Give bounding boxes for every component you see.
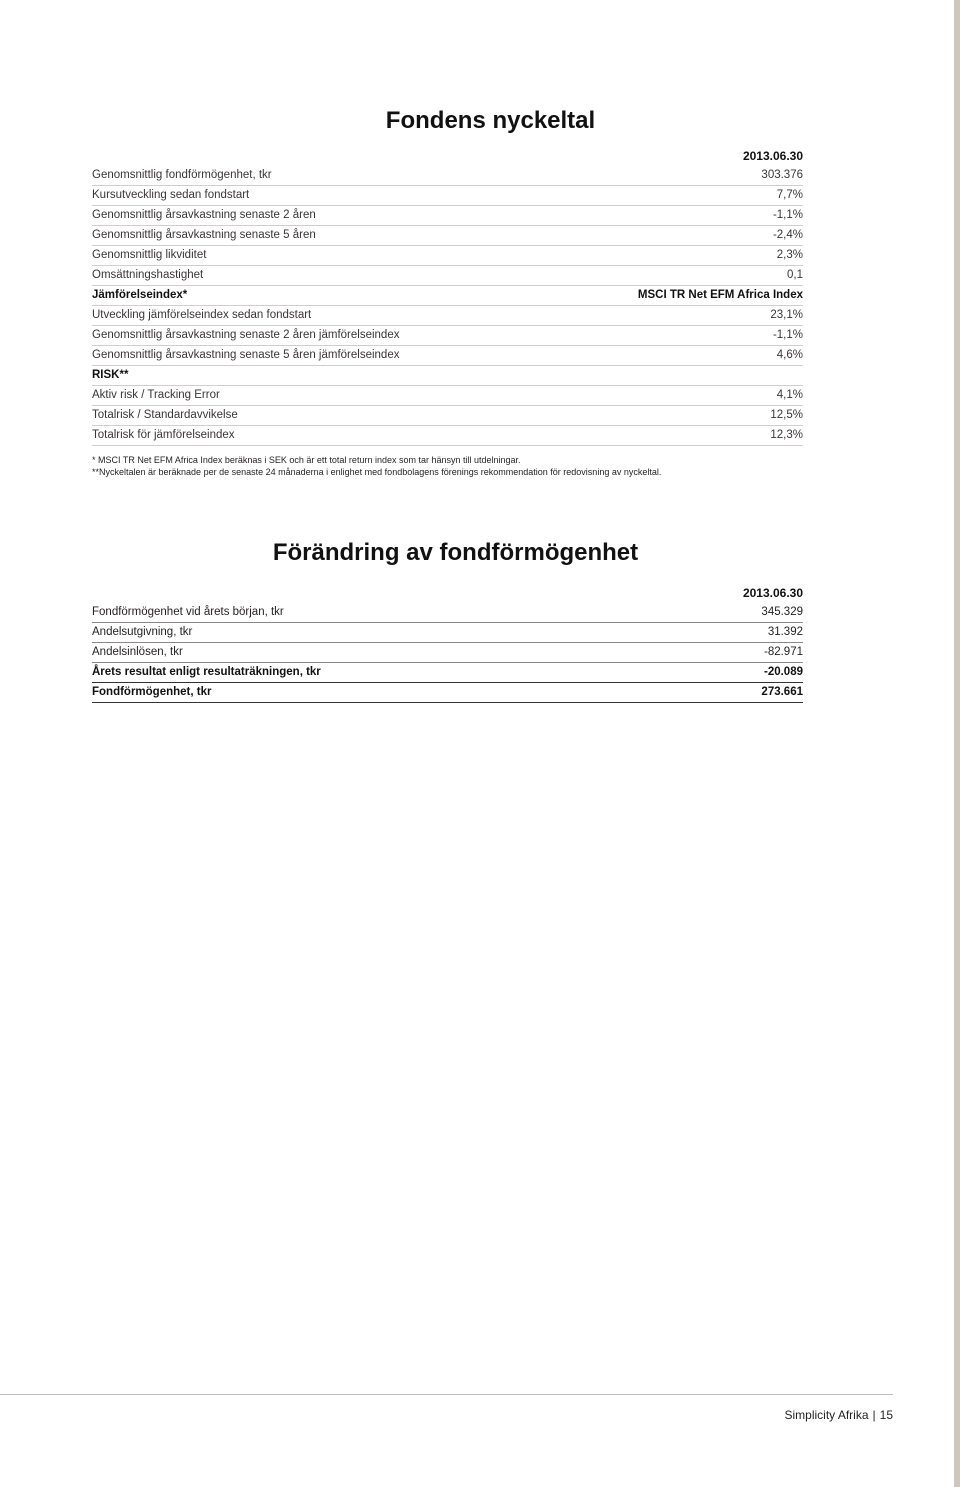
key-figures-table: [92, 166, 803, 446]
table-row: [92, 166, 803, 186]
row-label: Totalrisk / Standardavvikelse: [92, 406, 448, 426]
row-value: 4,1%: [448, 386, 804, 406]
row-label: Kursutveckling sedan fondstart: [92, 186, 448, 206]
row-value: 7,7%: [448, 186, 804, 206]
table-row: [92, 623, 803, 643]
footer-rule: [0, 1394, 893, 1395]
table-row: [92, 426, 803, 446]
table-row: [92, 663, 803, 683]
row-label: Genomsnittlig fondförmögenhet, tkr: [92, 166, 448, 186]
row-label: Genomsnittlig likviditet: [92, 246, 448, 266]
row-value: [448, 366, 804, 386]
row-value: 31.392: [448, 623, 804, 643]
table-row: [92, 366, 803, 386]
row-label: Fondförmögenhet vid årets början, tkr: [92, 603, 448, 623]
row-value: 12,5%: [448, 406, 804, 426]
table-row: [92, 346, 803, 366]
key-figures-section: [92, 104, 803, 478]
footer-separator: |: [872, 1408, 876, 1422]
page-edge-strip: [954, 0, 960, 1487]
row-value: 12,3%: [448, 426, 804, 446]
page-footer: [784, 1408, 893, 1422]
change-section: [92, 536, 803, 703]
row-value: 0,1: [448, 266, 804, 286]
row-label: Fondförmögenhet, tkr: [92, 683, 448, 703]
row-value: -20.089: [448, 663, 804, 683]
row-value: -1,1%: [448, 326, 804, 346]
footnote-risk: **Nyckeltalen är beräknade per de senaste 24 månaderna i enlighet med fondbolagens förenings rekommendation för redovisning av nyckeltal.: [92, 467, 662, 477]
row-value: -1,1%: [448, 206, 804, 226]
row-label: Totalrisk för jämförelseindex: [92, 426, 448, 446]
table-row: [92, 603, 803, 623]
change-title: Förändring av fondförmögenhet: [272, 539, 639, 566]
table-row: [92, 186, 803, 206]
table-row: [92, 683, 803, 703]
row-label: Genomsnittlig årsavkastning senaste 2 åren: [92, 206, 448, 226]
table-row: [92, 286, 803, 306]
row-value: 303.376: [448, 166, 804, 186]
table-row: [92, 306, 803, 326]
key-figures-date: 2013.06.30: [742, 149, 803, 163]
table-row: [92, 206, 803, 226]
row-label: Utveckling jämförelseindex sedan fondstart: [92, 306, 448, 326]
publication-name: Simplicity Afrika: [784, 1408, 869, 1422]
row-value: 345.329: [448, 603, 804, 623]
row-label: Årets resultat enligt resultaträkningen, tkr: [92, 663, 448, 683]
row-value: 23,1%: [448, 306, 804, 326]
row-label: Andelsinlösen, tkr: [92, 643, 448, 663]
table-row: [92, 226, 803, 246]
row-value: MSCI TR Net EFM Africa Index: [448, 286, 804, 306]
row-value: 273.661: [448, 683, 804, 703]
row-label: Genomsnittlig årsavkastning senaste 5 åren: [92, 226, 448, 246]
change-table: [92, 603, 803, 703]
table-row: [92, 643, 803, 663]
row-label: Andelsutgivning, tkr: [92, 623, 448, 643]
footnotes: [92, 454, 803, 478]
row-value: 4,6%: [448, 346, 804, 366]
key-figures-title: Fondens nyckeltal: [385, 107, 596, 134]
row-label: RISK**: [92, 366, 448, 386]
table-row: [92, 326, 803, 346]
row-label: Aktiv risk / Tracking Error: [92, 386, 448, 406]
page-number: 15: [879, 1408, 893, 1422]
change-date: 2013.06.30: [742, 586, 803, 600]
row-label: Jämförelseindex*: [92, 286, 448, 306]
row-label: Genomsnittlig årsavkastning senaste 2 åren jämförelseindex: [92, 326, 448, 346]
table-row: [92, 266, 803, 286]
table-row: [92, 246, 803, 266]
footnote-index: * MSCI TR Net EFM Africa Index beräknas i SEK och är ett total return index som tar hänsyn till utdelningar.: [92, 455, 521, 465]
row-label: Omsättningshastighet: [92, 266, 448, 286]
row-value: 2,3%: [448, 246, 804, 266]
row-value: -2,4%: [448, 226, 804, 246]
table-row: [92, 386, 803, 406]
row-label: Genomsnittlig årsavkastning senaste 5 åren jämförelseindex: [92, 346, 448, 366]
row-value: -82.971: [448, 643, 804, 663]
table-row: [92, 406, 803, 426]
